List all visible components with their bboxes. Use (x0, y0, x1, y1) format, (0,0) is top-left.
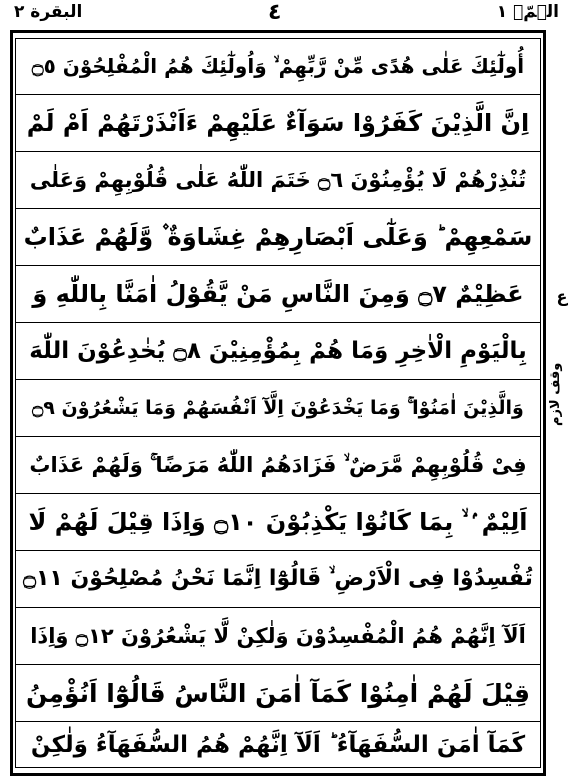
line-text: سَمْعِهِمْ ؕ وَعَلٰٓى اَبْصَارِهِمْ غِشَاوَةٌ ۫ وَّلَهُمْ عَذَابٌ (23, 223, 533, 251)
text-line-5 (15, 266, 541, 323)
text-line-12 (15, 665, 541, 722)
text-line-9 (15, 494, 541, 551)
line-text: وَالَّذِيْنَ اٰمَنُوْا ۚ وَمَا يَخْدَعُوْنَ اِلَّآ اَنْفُسَهُمْ وَمَا يَشْعُرُوْنَ ۝٩ (32, 396, 524, 419)
waqf-note: وقف لازم (548, 362, 563, 426)
juz-name: الۤمّۤ ١ (496, 2, 559, 22)
text-line-7 (15, 380, 541, 437)
line-text: فِىْ قُلُوْبِهِمْ مَّرَضٌ ۙ فَزَادَهُمُ اللّٰهُ مَرَضًا ۚ وَلَهُمْ عَذَابٌ (29, 452, 527, 477)
text-line-4 (15, 209, 541, 266)
line-text: بِالْيَوْمِ الْاٰخِرِ وَمَا هُمْ بِمُؤْمِنِيْنَ ۝٨ يُخٰدِعُوْنَ اللّٰهَ (29, 337, 527, 364)
text-line-3 (15, 152, 541, 209)
line-text: تُفْسِدُوْا فِى الْاَرْضِ ۙ قَالُوْٓا اِنَّمَا نَحْنُ مُصْلِحُوْنَ ۝١١ (23, 566, 533, 591)
line-text: أُولٰٓئِكَ عَلٰى هُدًى مِّنْ رَّبِّهِمْ ۙ وَاُولٰٓئِكَ هُمُ الْمُفْلِحُوْنَ ۝٥ (31, 54, 525, 78)
line-text: اَلَآ اِنَّهُمْ هُمُ الْمُفْسِدُوْنَ وَلٰكِنْ لَّا يَشْعُرُوْنَ ۝١٢ وَاِذَا (30, 623, 526, 648)
text-line-11 (15, 608, 541, 665)
page-number: ٤ (268, 0, 282, 25)
text-line-2 (15, 95, 541, 152)
line-text: تُنْذِرْهُمْ لَا يُؤْمِنُوْنَ ۝٦ خَتَمَ اللّٰهُ عَلٰى قُلُوْبِهِمْ وَعَلٰى (29, 167, 527, 192)
page-header (0, 0, 579, 30)
text-line-6 (15, 323, 541, 380)
text-line-8 (15, 437, 541, 494)
ruku-marker: ع (556, 287, 568, 306)
surah-name: البقرة ٢ (14, 2, 83, 22)
line-text: كَمَآ اٰمَنَ السُّفَهَآءُ ؕ اَلَآ اِنَّهُمْ هُمُ السُّفَهَآءُ وَلٰكِنْ (30, 731, 526, 758)
text-line-1 (15, 38, 541, 95)
text-line-10 (15, 551, 541, 608)
line-text: قِيْلَ لَهُمْ اٰمِنُوْا كَمَآ اٰمَنَ النَّاسُ قَالُوْٓا اَنُؤْمِنُ (25, 678, 531, 708)
line-text: عَظِيْمٌ ۝٧ وَمِنَ النَّاسِ مَنْ يَّقُوْلُ اٰمَنَّا بِاللّٰهِ وَ (32, 280, 524, 308)
text-line-13 (15, 722, 541, 768)
line-text: اِنَّ الَّذِيْنَ كَفَرُوْا سَوَآءٌ عَلَيْهِمْ ءَاَنْذَرْتَهُمْ اَمْ لَمْ (26, 109, 530, 137)
line-text: اَلِيْمٌ ۢ ۙ بِمَا كَانُوْا يَكْذِبُوْنَ ۝١٠ وَاِذَا قِيْلَ لَهُمْ لَا (28, 508, 528, 536)
